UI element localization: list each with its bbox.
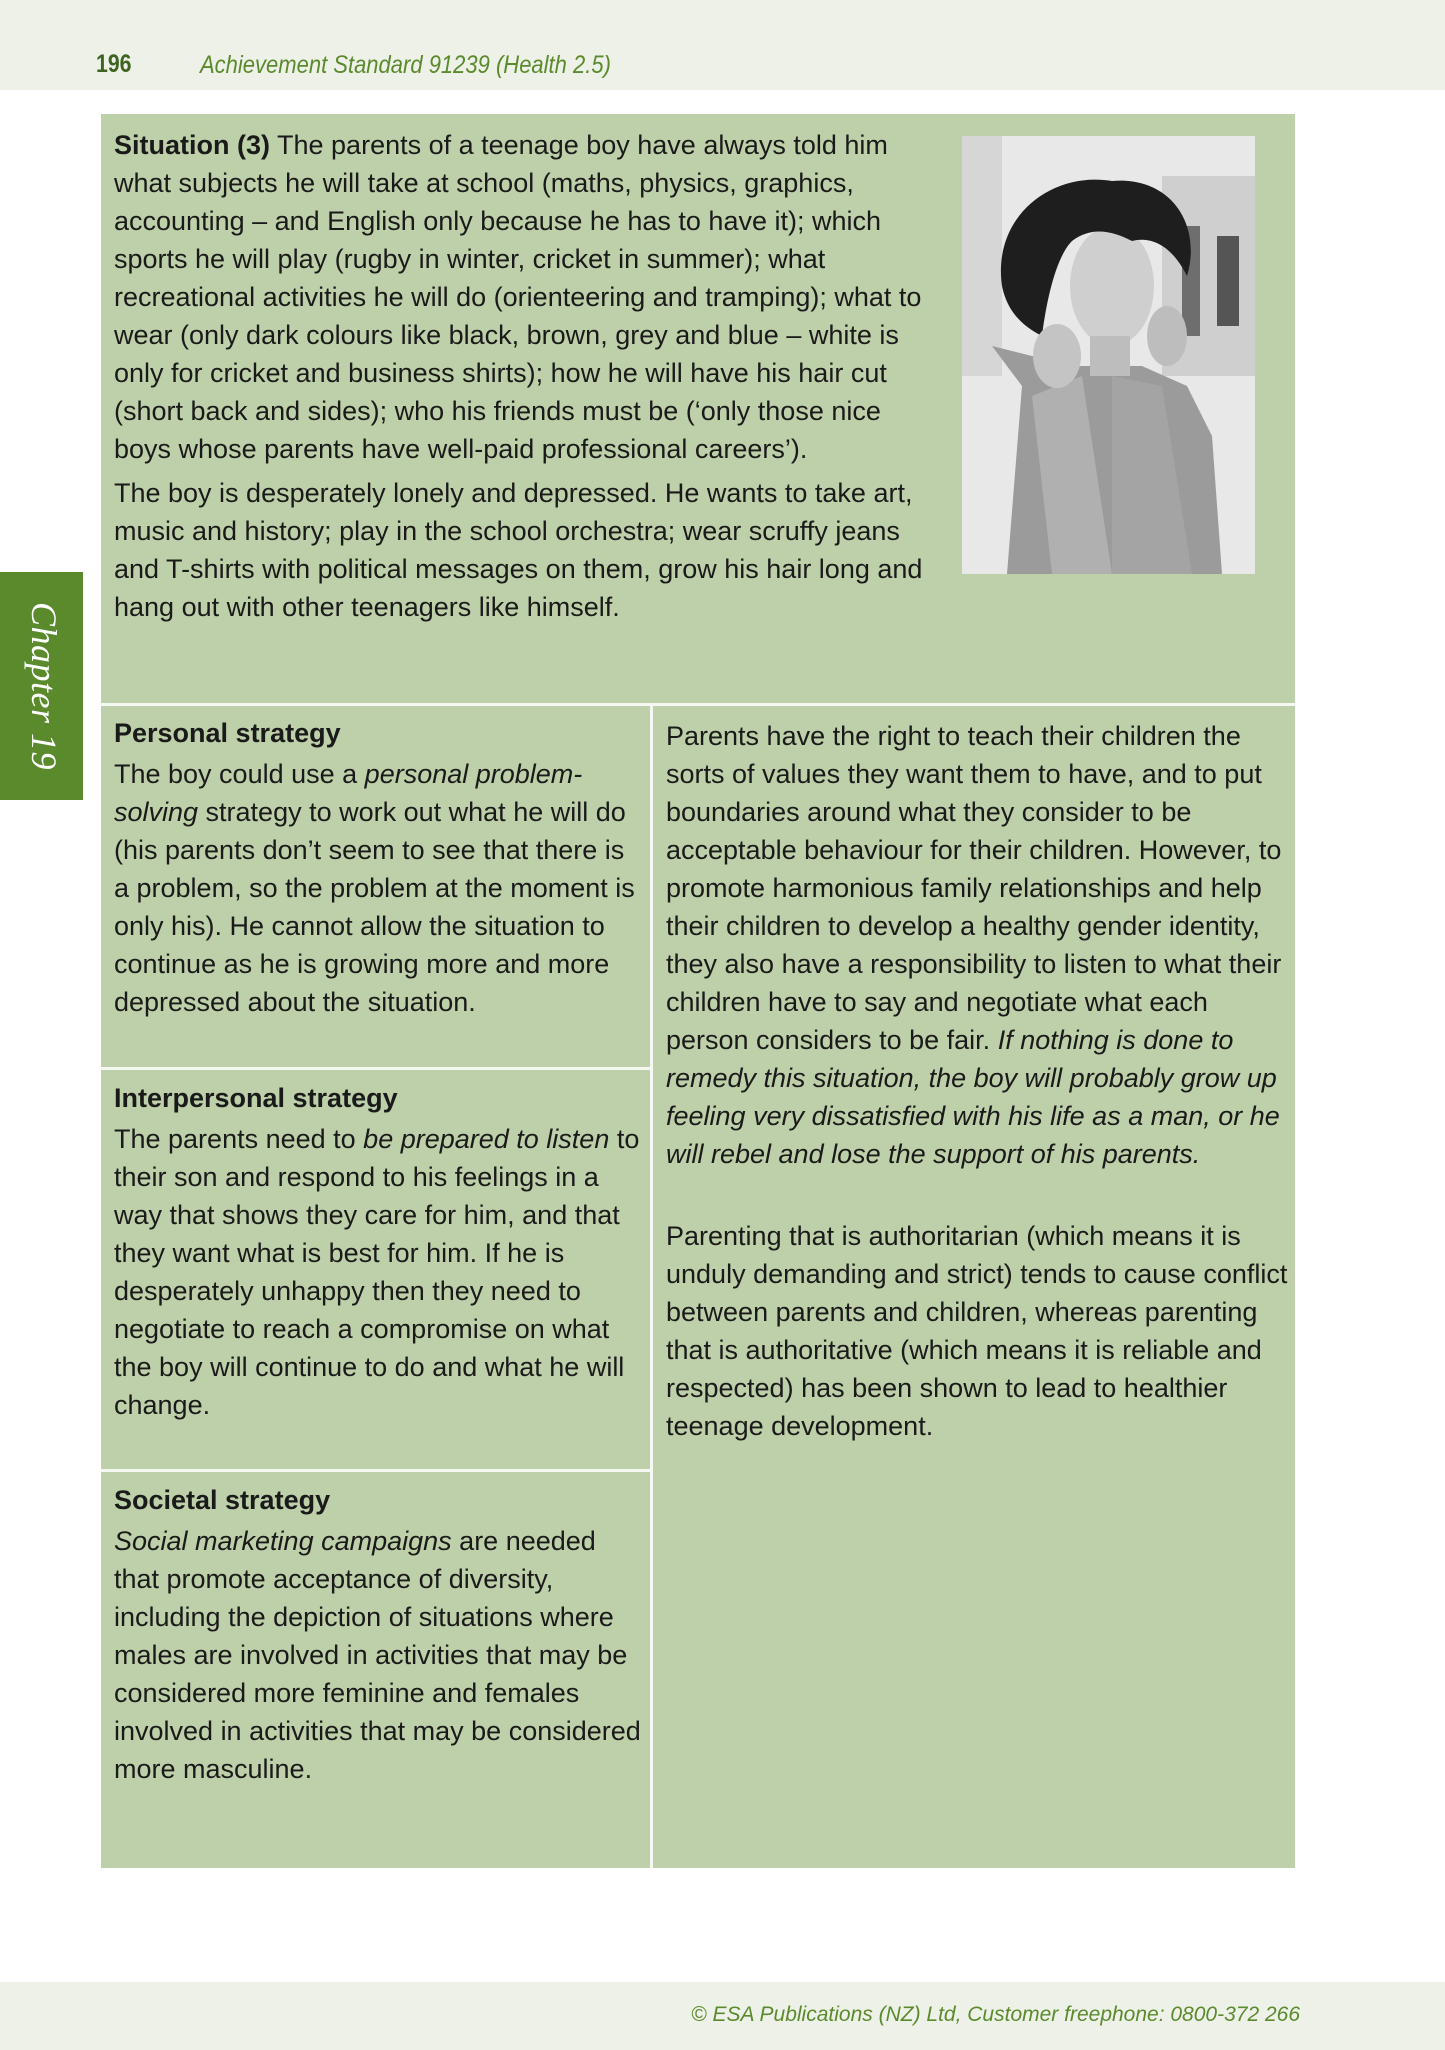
- societal-strategy-text-emphasis: Social marketing campaigns: [114, 1526, 452, 1556]
- commentary-paragraph-2: Parenting that is authoritarian (which means it is unduly demanding and strict) tends to cause conflict between parents and children, whereas parenting that is authoritative (which means it is reliable and respected) has been shown to lead to healthier teenage development.: [666, 1221, 1288, 1441]
- personal-strategy-text-emphasis: personal problem-solving: [114, 759, 583, 827]
- interpersonal-strategy-cell: [114, 1080, 644, 1424]
- personal-strategy-text-pre: The boy could use a: [114, 759, 365, 789]
- personal-strategy-text: [114, 755, 644, 1021]
- societal-strategy-text: [114, 1522, 644, 1788]
- interpersonal-strategy-text-pre: The parents need to: [114, 1124, 364, 1154]
- commentary-paragraph-1-emphasis: If nothing is done to remedy this situation, the boy will probably grow up feeling very dissatisfied with his life as a man, or he will rebel and lose the support of his parents.: [666, 1025, 1280, 1169]
- situation-paragraph-1-text: The parents of a teenage boy have always told him what subjects he will take at school (maths, physics, graphics, accounting – and English only because he has to have it); which sports he will play (rugby in winter, cricket in summer); what recreational activities he will do (orienteering and tramping); what to wear (only dark colours like black, brown, grey and blue – white is only for cricket and business shirts); how he will have his hair cut (short back and sides); who his friends must be (‘only those nice boys whose parents have well-paid professional careers’).: [114, 130, 922, 464]
- commentary-paragraph-1-text: Parents have the right to teach their children the sorts of values they want them to have, and to put boundaries around what they consider to be acceptable behaviour for their children. However, to promote harmonious family relationships and help their children to develop a healthy gender identity, they also have a responsibility to listen to what their children have to say and negotiate what each person considers to be fair.: [666, 721, 1282, 1055]
- societal-strategy-heading: Societal strategy: [114, 1485, 331, 1515]
- situation-heading: Situation (3): [114, 130, 270, 160]
- personal-strategy-text-post: strategy to work out what he will do (his parents don’t seem to see that there is a problem, so the problem at the moment is only his). He cannot allow the situation to continue as he is growing more and more depressed about the situation.: [114, 797, 635, 1017]
- personal-strategy-cell: [114, 715, 644, 1021]
- interpersonal-strategy-text-post: to their son and respond to his feelings in a way that shows they care for him, and that they want what is best for him. If he is desperately unhappy then they need to negotiate to reach a compromise on what the boy will continue to do and what he will change.: [114, 1124, 640, 1420]
- situation-text: [114, 126, 944, 632]
- societal-strategy-text-post: are needed that promote acceptance of diversity, including the depiction of situations where males are involved in activities that may be considered more feminine and females involved in activities that may be considered more masculine.: [114, 1526, 641, 1784]
- situation-panel: [101, 114, 1295, 703]
- societal-strategy-cell: [114, 1482, 644, 1788]
- running-title: Achievement Standard 91239 (Health 2.5): [200, 51, 611, 79]
- boy-photo-illustration: [962, 136, 1255, 574]
- personal-strategy-heading: Personal strategy: [114, 718, 341, 748]
- interpersonal-strategy-heading: Interpersonal strategy: [114, 1083, 398, 1113]
- divider-interpersonal-societal: [101, 1469, 650, 1472]
- situation-paragraph-2: The boy is desperately lonely and depressed. He wants to take art, music and history; play in the school orchestra; wear scruffy jeans and T-shirts with political messages on them, grow his hair long and hang out with other teenagers like himself.: [114, 478, 923, 622]
- chapter-tab-label: Chapter 19: [24, 601, 64, 771]
- divider-personal-interpersonal: [101, 1067, 650, 1070]
- commentary-paragraph-1: [666, 717, 1291, 1173]
- commentary-cell: [666, 717, 1291, 1445]
- interpersonal-strategy-text-emphasis: be prepared to listen: [363, 1124, 610, 1154]
- divider-situation: [101, 703, 1295, 706]
- page-number: 196: [96, 50, 132, 78]
- boy-photo: [962, 136, 1255, 574]
- situation-paragraph-1: [114, 126, 944, 468]
- interpersonal-strategy-text: [114, 1120, 644, 1424]
- divider-columns: [650, 703, 653, 1868]
- footer-copyright: © ESA Publications (NZ) Ltd, Customer freephone: 0800-372 266: [691, 2003, 1300, 2026]
